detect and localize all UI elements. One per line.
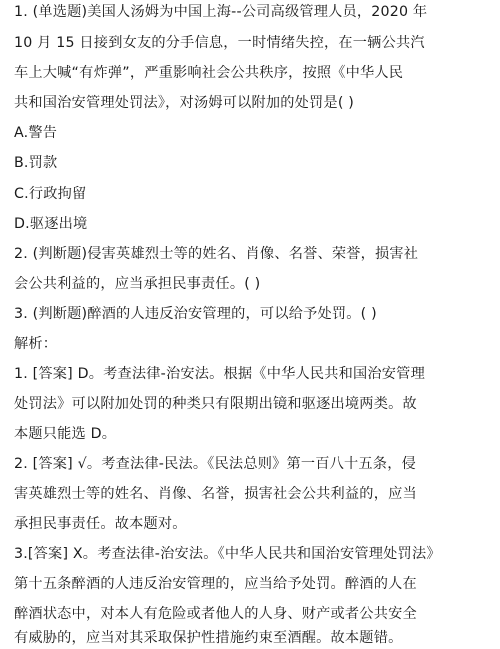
question-3: 3. (判断题)醉酒的人违反治安管理的，可以给予处罚。( ) xyxy=(14,306,377,322)
question-1-line-2: 10 月 15 日接到女友的分手信息，一时情绪失控，在一辆公共汽 xyxy=(14,35,425,51)
answer-3-line-2: 第十五条醉酒的人违反治安管理的，应当给予处罚。醉酒的人在 xyxy=(14,576,417,592)
analysis-heading: 解析： xyxy=(14,336,58,352)
answer-3-line-4: 有威胁的，应当对其采取保护性措施约束至酒醒。故本题错。 xyxy=(14,630,403,646)
answer-3-line-3: 醉酒状态中，对本人有危险或者他人的人身、财产或者公共安全 xyxy=(14,606,417,622)
question-2-line-2: 会公共利益的，应当承担民事责任。( ) xyxy=(14,276,261,292)
answer-2-line-3: 承担民事责任。故本题对。 xyxy=(14,516,187,532)
question-2-line-1: 2. (判断题)侵害英雄烈士等的姓名、肖像、名誉、荣誉，损害社 xyxy=(14,246,419,262)
answer-2-line-2: 害英雄烈士等的姓名、肖像、名誉，损害社会公共利益的，应当 xyxy=(14,486,417,502)
option-d: D.驱逐出境 xyxy=(14,216,88,232)
answer-1-line-1: 1. [答案] D。考查法律-治安法。根据《中华人民共和国治安管理 xyxy=(14,366,425,382)
answer-3-line-1: 3.[答案] X。考查法律-治安法。《中华人民共和国治安管理处罚法》 xyxy=(14,546,441,562)
question-1-line-4: 共和国治安管理处罚法》，对汤姆可以附加的处罚是( ) xyxy=(14,95,354,111)
answer-2-line-1: 2. [答案] √。考查法律-民法。《民法总则》第一百八十五条，侵 xyxy=(14,456,416,472)
answer-1-line-3: 本题只能选 D。 xyxy=(14,426,117,442)
option-b: B.罚款 xyxy=(14,155,58,171)
question-1-line-1: 1. (单选题)美国人汤姆为中国上海--公司高级管理人员，2020 年 xyxy=(14,4,428,20)
option-a: A.警告 xyxy=(14,125,58,141)
option-c: C.行政拘留 xyxy=(14,186,87,202)
answer-1-line-2: 处罚法》可以附加处罚的种类只有限期出镜和驱逐出境两类。故 xyxy=(14,396,417,412)
question-1-line-3: 车上大喊“有炸弹”，严重影响社会公共秩序，按照《中华人民 xyxy=(14,65,404,81)
